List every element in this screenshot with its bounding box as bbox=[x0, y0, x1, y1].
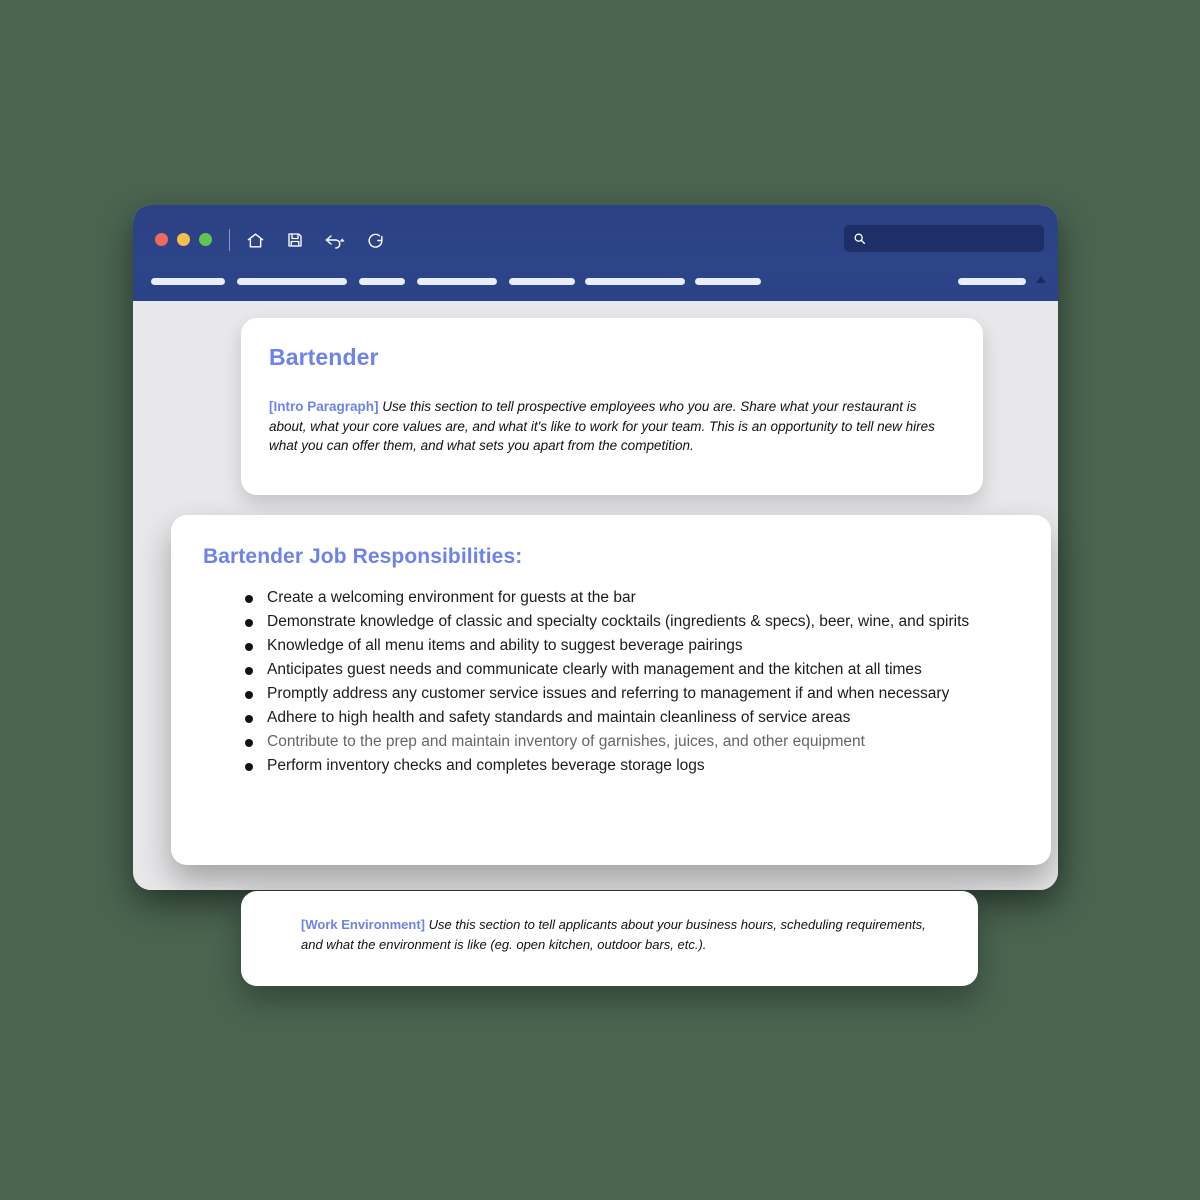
intro-card bbox=[241, 318, 983, 495]
minimize-window-button[interactable] bbox=[177, 233, 190, 246]
list-item: Demonstrate knowledge of classic and specialty cocktails (ingredients & specs), beer, wine, and spirits bbox=[245, 611, 1019, 633]
home-icon[interactable] bbox=[243, 227, 267, 253]
save-icon[interactable] bbox=[283, 227, 307, 253]
maximize-window-button[interactable] bbox=[199, 233, 212, 246]
list-item: Promptly address any customer service issues and referring to management if and when necessary bbox=[245, 683, 1019, 705]
toolbar bbox=[243, 227, 387, 253]
window-controls[interactable] bbox=[155, 233, 212, 246]
responsibilities-list bbox=[203, 587, 1019, 777]
menu-item-5[interactable] bbox=[509, 278, 575, 285]
menu-item-4[interactable] bbox=[417, 278, 497, 285]
list-item: Adhere to high health and safety standards and maintain cleanliness of service areas bbox=[245, 707, 1019, 729]
close-window-button[interactable] bbox=[155, 233, 168, 246]
redo-icon[interactable] bbox=[363, 227, 387, 253]
page-title: Bartender bbox=[269, 344, 379, 370]
work-environment-card bbox=[241, 891, 978, 986]
list-item: Create a welcoming environment for guests at the bar bbox=[245, 587, 1019, 609]
work-environment-paragraph bbox=[271, 915, 948, 954]
menu-item-7[interactable] bbox=[695, 278, 761, 285]
menu-item-2[interactable] bbox=[237, 278, 347, 285]
search-input[interactable] bbox=[873, 231, 1027, 247]
intro-paragraph bbox=[269, 397, 955, 456]
intro-paragraph-text: Use this section to tell prospective employees who you are. Share what your restaurant is about, what your core values are, and what it's like to work for your team. This is an opportunity to tell new hires what you can offer them, and what sets you apart from the competition. bbox=[269, 399, 935, 454]
menu-item-1[interactable] bbox=[151, 278, 225, 285]
list-item: Contribute to the prep and maintain inventory of garnishes, juices, and other equipment bbox=[245, 731, 1019, 753]
search-icon bbox=[853, 232, 866, 245]
responsibilities-title: Bartender Job Responsibilities: bbox=[203, 545, 523, 568]
menu-item-6[interactable] bbox=[585, 278, 685, 285]
responsibilities-card bbox=[171, 515, 1051, 865]
undo-icon[interactable] bbox=[323, 227, 347, 253]
window-titlebar bbox=[133, 205, 1058, 301]
toolbar-divider bbox=[229, 229, 230, 251]
work-environment-text: Use this section to tell applicants about your business hours, scheduling requirements, and what the environment is like (eg. open kitchen, outdoor bars, etc.). bbox=[301, 917, 926, 952]
list-item: Anticipates guest needs and communicate clearly with management and the kitchen at all times bbox=[245, 659, 1019, 681]
menu-item-3[interactable] bbox=[359, 278, 405, 285]
intro-paragraph-label: [Intro Paragraph] bbox=[269, 399, 379, 414]
list-item: Perform inventory checks and completes beverage storage logs bbox=[245, 755, 1019, 777]
menu-bar bbox=[133, 263, 1058, 301]
search-bar[interactable] bbox=[844, 225, 1044, 252]
chevron-up-icon[interactable] bbox=[1036, 276, 1046, 283]
work-environment-label: [Work Environment] bbox=[301, 917, 425, 932]
menu-item-overflow[interactable] bbox=[958, 278, 1026, 285]
list-item: Knowledge of all menu items and ability to suggest beverage pairings bbox=[245, 635, 1019, 657]
